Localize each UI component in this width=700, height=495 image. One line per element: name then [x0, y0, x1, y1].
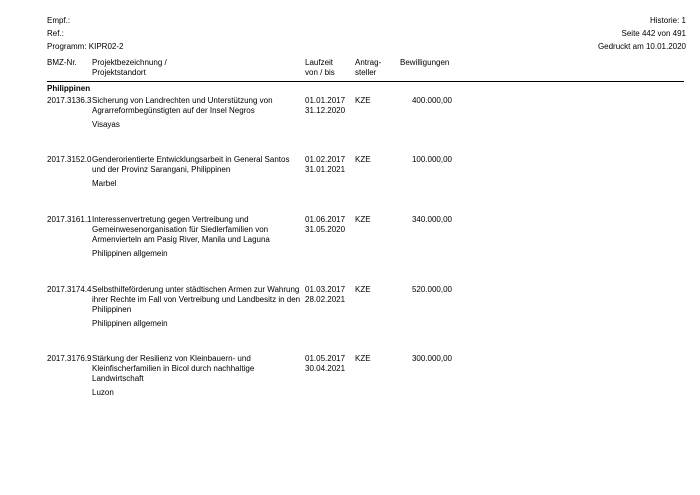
column-header-duration-line1: Laufzeit [305, 58, 334, 67]
bmz-number: 2017.3174.4 [47, 285, 92, 294]
approved-amount: 400.000,00 [411, 96, 452, 105]
header-divider [47, 81, 684, 82]
project-description: Selbsthilfeförderung unter städtischen Armen zur Wahrung ihrer Rechte im Fall von Vertreibung und Landbesitz in den Philippinen [92, 285, 301, 314]
reference-label: Ref.: [47, 29, 64, 38]
end-date: 28.02.2021 [305, 295, 346, 304]
column-header-bmz: BMZ-Nr. [47, 58, 77, 67]
project-location: Visayas [92, 120, 120, 129]
bmz-number: 2017.3152.0 [47, 155, 92, 164]
project-location: Luzon [92, 388, 114, 397]
column-header-project-line1: Projektbezeichnung / [92, 58, 167, 67]
start-date: 01.02.2017 [305, 155, 346, 164]
end-date: 30.04.2021 [305, 364, 346, 373]
approved-amount: 520.000,00 [411, 285, 452, 294]
end-date: 31.01.2021 [305, 165, 346, 174]
applicant: KZE [355, 354, 371, 363]
history-label: Historie: 1 [649, 16, 686, 25]
project-location: Philippinen allgemein [92, 319, 168, 328]
project-location: Philippinen allgemein [92, 249, 168, 258]
project-location: Marbel [92, 179, 117, 188]
column-header-project-line2: Projektstandort [92, 68, 146, 77]
print-date: Gedruckt am 10.01.2020 [597, 42, 686, 51]
program-label: Programm: KIPR02-2 [47, 42, 124, 51]
approved-amount: 340.000,00 [411, 215, 452, 224]
applicant: KZE [355, 285, 371, 294]
bmz-number: 2017.3136.3 [47, 96, 92, 105]
bmz-number: 2017.3161.1 [47, 215, 92, 224]
project-description: Genderorientierte Entwicklungsarbeit in General Santos und der Provinz Sarangani, Philippinen [92, 155, 290, 174]
column-header-applicant-line1: Antrag- [355, 58, 382, 67]
start-date: 01.03.2017 [305, 285, 346, 294]
end-date: 31.12.2020 [305, 106, 346, 115]
start-date: 01.01.2017 [305, 96, 346, 105]
column-header-project [92, 58, 167, 78]
country-heading: Philippinen [47, 84, 91, 93]
applicant: KZE [355, 215, 371, 224]
column-header-applicant-line2: steller [355, 68, 377, 77]
applicant: KZE [355, 96, 371, 105]
page-number: Seite 442 von 491 [621, 29, 686, 38]
column-header-applicant [355, 58, 381, 78]
project-description: Interessenvertretung gegen Vertreibung und Gemeinwesenorganisation für Siedlerfamilien von Armenvierteln am Pasig River, Manila und Laguna [92, 215, 270, 244]
column-header-duration-line2: von / bis [305, 68, 335, 77]
end-date: 31.05.2020 [305, 225, 346, 234]
approved-amount: 300.000,00 [411, 354, 452, 363]
start-date: 01.05.2017 [305, 354, 346, 363]
start-date: 01.06.2017 [305, 215, 346, 224]
approved-amount: 100.000,00 [411, 155, 452, 164]
project-description: Sicherung von Landrechten und Unterstützung von Agrarreformbegünstigten auf der Insel Negros [92, 96, 273, 115]
project-description: Stärkung der Resilienz von Kleinbauern- und Kleinfischerfamilien in Bicol durch nachhaltige Landwirtschaft [92, 354, 255, 383]
column-header-approvals: Bewilligungen [400, 58, 450, 67]
column-header-duration [305, 58, 335, 78]
recipient-label: Empf.: [47, 16, 71, 25]
applicant: KZE [355, 155, 371, 164]
bmz-number: 2017.3176.9 [47, 354, 92, 363]
